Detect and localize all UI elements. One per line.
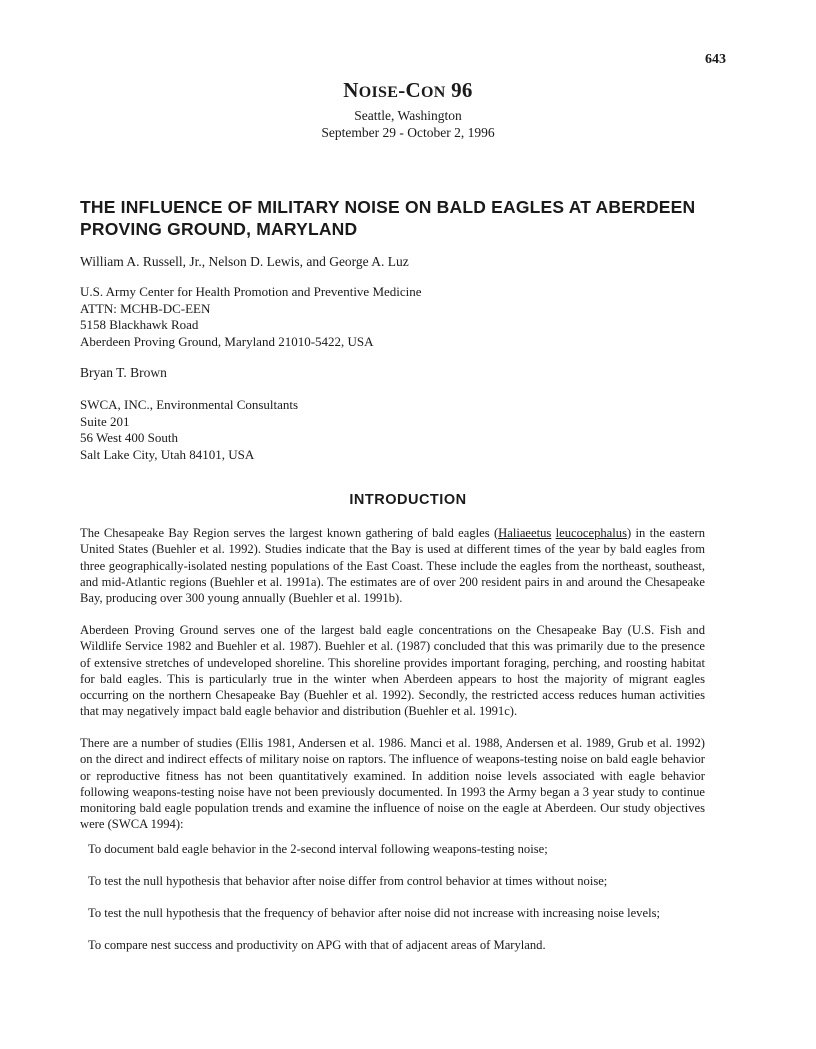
paper-title <box>80 196 730 240</box>
objective-item: To document bald eagle behavior in the 2-second interval following weapons-testing noise; <box>88 842 548 856</box>
affiliation-1-line: 5158 Blackhawk Road <box>80 317 199 332</box>
objective-item: To compare nest success and productivity on APG with that of adjacent areas of Maryland. <box>88 938 546 952</box>
affiliation-1-line: Aberdeen Proving Ground, Maryland 21010-5422, USA <box>80 333 374 349</box>
conference-dates: September 29 - October 2, 1996 <box>321 125 495 140</box>
conference-title-year: 96 <box>445 78 473 102</box>
section-heading-introduction: INTRODUCTION <box>349 492 467 508</box>
authors: William A. Russell, Jr., Nelson D. Lewis, and George A. Luz <box>80 254 409 269</box>
conference-title-smallcaps-1: OISE <box>358 84 399 101</box>
affiliation-1 <box>80 284 422 350</box>
conference-location: Seattle, Washington <box>354 108 462 123</box>
paragraph-2: Aberdeen Proving Ground serves one of the largest bald eagle concentrations on the Chesapeake Bay (U.S. Fish and Wildlife Service 1982 and Buehler et al. 1987). Buehler et al. (1987) concluded that this was primarily due to the presence of extensive stretches of undeveloped shoreline. This shoreline provides important foraging, perching, and roosting habitat for bald eagles. This is particularly true in the winter when Aberdeen appears to host the majority of migrant eagles occurring on the northern Chesapeake Bay (Buehler et al. 1992). Secondly, the restricted access reduces human activities that may negatively impact bald eagle behavior and distribution (Buehler et al. 1991c). <box>80 623 705 719</box>
conference-title-initial-1: N <box>343 78 359 102</box>
objective-item: To test the null hypothesis that behavior after noise differ from control behavior at times without noise; <box>88 874 608 888</box>
paragraph-1: The Chesapeake Bay Region serves the largest known gathering of bald eagles (Haliaeetus leucocephalus) in the eastern United States (Buehler et al. 1992). Studies indicate that the Bay is used at different times of the year by bald eagles from three geographically-isolated nesting populations of the East Coast. These include the eagles from the northeast, southeast, and mid-Atlantic regions (Buehler et al. 1991a). The estimates are of over 200 resident pairs in and around the Chesapeake Bay, producing over 300 young annually (Buehler et al. 1991b). <box>80 526 705 606</box>
conference-title-separator: - <box>398 78 406 102</box>
affiliation-2 <box>80 397 298 463</box>
scientific-name-species: leucocephalus <box>555 526 627 540</box>
conference-title <box>0 78 816 103</box>
paper-title-line-2: PROVING GROUND, MARYLAND <box>80 219 358 239</box>
scientific-name-genus: Haliaeetus <box>498 526 552 540</box>
conference-title-smallcaps-2: ON <box>420 84 446 101</box>
affiliation-1-line: ATTN: MCHB-DC-EEN <box>80 300 211 316</box>
paragraph-3: There are a number of studies (Ellis 1981, Andersen et al. 1986. Manci et al. 1988, Andersen et al. 1989, Grub et al. 1992) on the direct and indirect effects of military noise on raptors. The influence of weapons-testing noise on bald eagle behavior or reproductive fitness has not been quantitatively examined. In addition noise levels associated with eagle behavior following weapons-testing noise have not been previously documented. In 1993 the Army began a 3 year study to continue monitoring bald eagle population trends and examine the influence of noise on the eagle at Aberdeen. Our study objectives were (SWCA 1994): <box>80 736 705 832</box>
affiliation-2-line: SWCA, INC., Environmental Consultants <box>80 397 299 412</box>
conference-title-initial-2: C <box>405 78 421 102</box>
objective-item: To test the null hypothesis that the frequency of behavior after noise did not increase with increasing noise levels; <box>88 906 660 920</box>
paper-title-line-1: THE INFLUENCE OF MILITARY NOISE ON BALD EAGLES AT ABERDEEN <box>80 197 696 217</box>
affiliation-2-line: Salt Lake City, Utah 84101, USA <box>80 446 255 462</box>
author-2: Bryan T. Brown <box>80 365 167 380</box>
affiliation-2-line: 56 West 400 South <box>80 430 179 445</box>
affiliation-1-line: U.S. Army Center for Health Promotion and Preventive Medicine <box>80 284 422 299</box>
affiliation-2-line: Suite 201 <box>80 413 130 429</box>
page-number: 643 <box>705 52 726 67</box>
